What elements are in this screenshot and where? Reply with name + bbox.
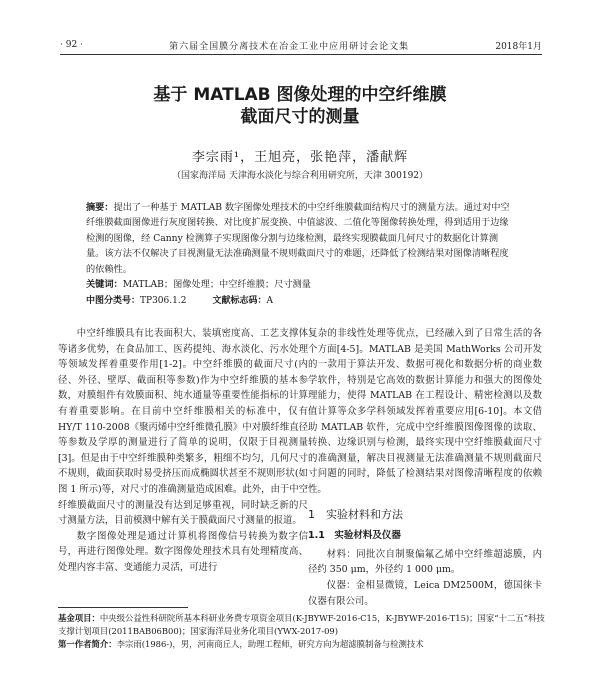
body-paragraph: 中空纤维膜具有比表面积大、装填密度高、工艺支撑体等诸多优势，在食品加工、医药提纯、海水淡化、污水处理等领域发挥着重要作用[1-2]。中空纤维膜的截面尺寸(内径、外径、壁厚、截面积等参数)作为中空纤维膜的基本参数，对膜组件有效膜面积、纯水通量等重要性能指标的计算有着重要影响。在目前中空纤维膜相关的标准中，仅有 HY/T 110-2008《聚丙烯中空纤维微孔膜》中对膜纤维直径等参数及学厚的测量进行了简单的说明，仅限于目视测量[3]。但是由于中空纤维膜种类繁多，粗细不均匀，几何尺寸不规则，截面获取时易受挤压而成椭圆状甚至不规则形状(如图 1 所示)等，对尺寸的准确测量造成困难。此外，由于中空纤维膜截面尺寸的测量没有达到足够重视，同时缺乏新的尺寸测量方法，目前模测中解有关于膜截面尺寸测量的报道。 [58, 328, 308, 527]
journal-name: 第六届全国膜分离技术在冶金工业中应用研讨会论文集 [169, 41, 410, 52]
authors: 李宗雨¹，王旭亮，张艳萍，潘献辉 [191, 150, 409, 165]
keywords-label: 关键词： [86, 279, 123, 291]
doc-code-value: A [266, 296, 273, 306]
paper-title-line1: 基于 MATLAB 图像处理的中空纤维膜 [153, 85, 447, 105]
affiliation: （国家海洋局 天津海水淡化与综合利用研究所，天津 300192） [171, 171, 429, 181]
abstract-text: 提出了一种基于 MATLAB 数字图像处理技术的中空纤维膜截面结构尺寸的测量方法。通过对中空纤维膜截面图像进行灰度图转换、对比度扩展变换、中值滤波、二值化等图像转换处理，得到适用于边缘检测的图像，经 Canny 检测算子实现图像分割与边缘检测，最终实现膜截面几何尺寸的数据化计算测量。该方法不仅解决了目视测量无法准确测量不规则截面尺寸的难题，还降低了检测结果对图像清晰程度的依赖性。 [86, 202, 510, 275]
keywords-text: MATLAB；图像处理；中空纤维膜；尺寸测量 [122, 279, 311, 291]
right-column [308, 326, 542, 609]
instrument-text: 仪器：金相显微镜，Leica DM2500M，德国徕卡仪器有限公司。 [308, 579, 542, 607]
author-note-text: 李宗雨(1986-)，男，河南商丘人，助理工程师，研究方向为超滤膜制备与检测技术 [116, 639, 424, 649]
fund-text: 中央级公益性科研院所基本科研业务费专项资金项目(K-JBYWF-2016-C15，K-JBYWF-2016-T15)；国家“十二五”科技支撑计划项目(2011BAB06B00)；国家海洋局业务化项目(YWX-2017-09) [58, 613, 545, 636]
body-paragraph: 复杂的非线性处理等优点，已经融入到了日常生活的各个方面[4-5]。MATLAB 是美国 MathWorks 公司开发的一款用于算法开发、数据可视化和数据分析的商业数学软件，特别是它高效的数据计算能力和强大的图像处理能力，使得 MATLAB 在工程设计、精密检测以及数值计算等众多学科领域发挥着重要应用[6-10]。本文借助 MATLAB 软件，完成中空纤维膜图像图像的读取、转换、边缘识别与检测，最终实现中空纤维膜截面尺寸的准确测量，解决目视测量无法准确测量不规则截面尺寸问题的同时，降低了检测结果对图像清晰程度的依赖性。 [308, 328, 542, 495]
author-note-label: 第一作者简介： [58, 639, 117, 649]
page-number: · 92 · [60, 40, 83, 50]
body-paragraph: 数字图像处理是通过计算机将图像信号转换为数字信号，再进行图像处理。数字图像处理技术具有处理精度高、处理内容丰富、变通能力灵活，可进行 [58, 530, 308, 573]
subsection-heading: 1.1 实验材料及仪器 [308, 530, 401, 542]
clc-label: 中图分类号： [86, 296, 141, 306]
doc-code-label: 文献标志码： [212, 296, 267, 306]
classification [86, 293, 273, 306]
left-column [58, 326, 308, 576]
abstract-label: 摘要： [86, 202, 114, 213]
paper-title-line2: 截面尺寸的测量 [240, 107, 360, 127]
clc-value: TP306.1.2 [140, 296, 187, 306]
fund-label: 基金项目： [58, 613, 100, 623]
materials-text: 材料：同批次自制聚偏氟乙烯中空纤维超滤膜，内径约 350 μm，外径约 1 000 μm。 [308, 548, 542, 576]
abstract [86, 200, 516, 292]
issue-date: 2018年1月 [495, 41, 542, 52]
page-header [60, 38, 542, 55]
footnotes [58, 612, 550, 651]
section-heading: 1 实验材料和方法 [308, 507, 403, 521]
footnote-divider [58, 607, 188, 608]
